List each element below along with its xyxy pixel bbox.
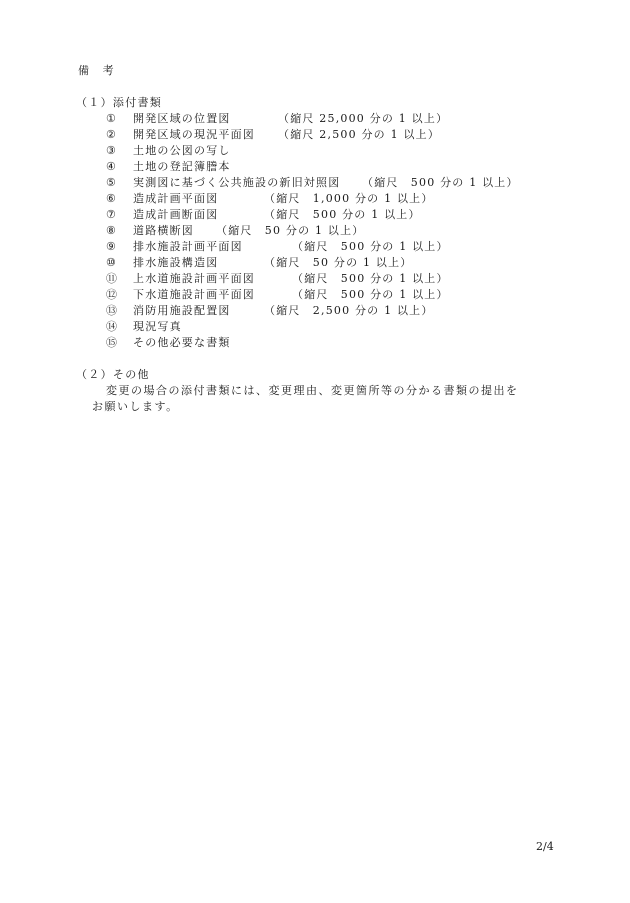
item-label: 実測図に基づく公共施設の新旧対照図 (133, 176, 341, 189)
item-label: 土地の公図の写し (133, 144, 231, 157)
item-number: ① (106, 112, 118, 125)
section1-heading: （１）添付書類 (76, 96, 163, 109)
item-label: 開発区域の現況平面図 (133, 128, 255, 141)
item-number: ⑬ (106, 304, 119, 317)
item-label: 道路横断図 (133, 224, 194, 237)
section2-body-line1: 変更の場合の添付書類には、変更理由、変更箇所等の分かる書類の提出を (106, 384, 519, 397)
item-label: 造成計画断面図 (133, 208, 219, 221)
item-number: ⑧ (106, 224, 118, 237)
item-number: ② (106, 128, 118, 141)
item-scale: （縮尺 500 分の 1 以上） (292, 272, 449, 285)
item-number: ⑭ (106, 320, 119, 333)
item-scale: （縮尺 500 分の 1 以上） (362, 176, 519, 189)
item-label: 排水施設計画平面図 (133, 240, 243, 253)
item-label: 排水施設構造図 (133, 256, 219, 269)
remarks-heading: 備 考 (78, 64, 115, 77)
item-number: ⑦ (106, 208, 118, 221)
item-scale: （縮尺 500 分の 1 以上） (292, 240, 449, 253)
item-number: ⑫ (106, 288, 119, 301)
item-scale: （縮尺 1,000 分の 1 以上） (264, 192, 434, 205)
item-label: 現況写真 (133, 320, 182, 333)
item-scale: （縮尺 2,500 分の 1 以上） (264, 304, 434, 317)
item-label: 消防用施設配置図 (133, 304, 231, 317)
item-number: ⑩ (106, 256, 118, 269)
item-number: ⑪ (106, 272, 119, 285)
item-number: ⑨ (106, 240, 118, 253)
item-label: 開発区域の位置図 (133, 112, 231, 125)
section2-heading: （２）その他 (76, 368, 150, 381)
item-scale: （縮尺 50 分の 1 以上） (216, 224, 365, 237)
page-number: 2/4 (536, 840, 554, 853)
item-scale: （縮尺 500 分の 1 以上） (292, 288, 449, 301)
item-label: 造成計画平面図 (133, 192, 219, 205)
item-scale: （縮尺 50 分の 1 以上） (264, 256, 413, 269)
item-label: 下水道施設計画平面図 (133, 288, 255, 301)
item-label: 上水道施設計画平面図 (133, 272, 255, 285)
item-label: 土地の登記簿謄本 (133, 160, 231, 173)
item-number: ⑥ (106, 192, 118, 205)
item-scale: （縮尺 2,500 分の 1 以上） (278, 128, 441, 141)
item-number: ④ (106, 160, 118, 173)
item-scale: （縮尺 500 分の 1 以上） (264, 208, 421, 221)
item-label: その他必要な書類 (133, 336, 231, 349)
section2-body-line2: お願いします。 (92, 400, 179, 413)
item-number: ③ (106, 144, 118, 157)
item-number: ⑮ (106, 336, 119, 349)
item-scale: （縮尺 25,000 分の 1 以上） (278, 112, 449, 125)
item-number: ⑤ (106, 176, 118, 189)
